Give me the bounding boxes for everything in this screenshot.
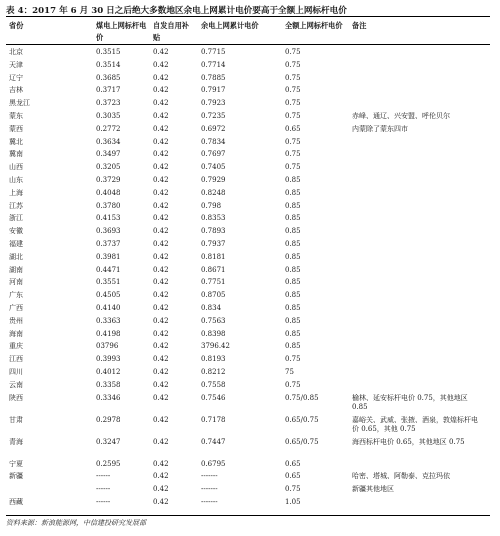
surplus-price-cell: 0.8248 (201, 188, 226, 197)
coal-price-cell: 0.3634 (96, 137, 121, 146)
coal-price-cell: 0.3497 (96, 150, 121, 159)
coal-price-cell: ------ (96, 485, 111, 494)
surplus-price-cell: 0.7235 (201, 112, 226, 120)
province-cell: 江西 (9, 355, 23, 364)
header-bottom-rule (6, 44, 490, 45)
full-price-cell: 0.85 (285, 214, 301, 223)
province-cell: 浙江 (9, 214, 23, 223)
surplus-price-cell: 0.7923 (201, 99, 226, 108)
province-cell: 宁夏 (9, 459, 23, 468)
subsidy-cell: 0.42 (153, 124, 169, 133)
remark-cell: 内蒙除了蒙东四市 (352, 124, 408, 133)
province-cell: 冀北 (9, 137, 23, 146)
surplus-price-cell: 0.8353 (201, 214, 226, 223)
province-cell: 广西 (9, 304, 23, 312)
header-coal-line1: 煤电上网标杆电 (96, 21, 147, 30)
coal-price-cell: 0.3515 (96, 48, 121, 56)
full-price-cell: 0.85 (285, 227, 301, 236)
surplus-price-cell: 3796.42 (201, 342, 230, 351)
table-bottom-rule (6, 515, 490, 516)
province-cell: 上海 (9, 188, 23, 197)
full-price-cell: 0.75/0.85 (285, 393, 319, 402)
surplus-price-cell: 0.7893 (201, 227, 226, 236)
province-cell: 福建 (9, 240, 23, 248)
province-cell: 重庆 (9, 342, 23, 351)
surplus-price-cell: ------- (201, 485, 218, 494)
coal-price-cell: 0.3346 (96, 393, 121, 402)
surplus-price-cell: 0.8671 (201, 265, 226, 274)
full-price-cell: 0.85 (285, 342, 301, 351)
subsidy-cell: 0.42 (153, 150, 169, 159)
coal-price-cell: 0.3737 (96, 240, 121, 248)
subsidy-cell: 0.42 (153, 86, 169, 95)
subsidy-cell: 0.42 (153, 265, 169, 274)
subsidy-cell: 0.42 (153, 368, 169, 376)
province-cell: 安徽 (9, 227, 23, 236)
remark-cell: 海西标杆电价 0.65，其他地区 0.75 (352, 437, 465, 446)
surplus-price-cell: 0.7405 (201, 163, 226, 172)
province-cell: 四川 (9, 368, 23, 376)
surplus-price-cell: 0.7751 (201, 278, 226, 287)
full-price-cell: 0.75 (285, 60, 301, 69)
surplus-price-cell: 0.7447 (201, 437, 226, 446)
coal-price-cell: 0.3514 (96, 60, 121, 69)
subsidy-cell: 0.42 (153, 73, 169, 82)
coal-price-cell: 0.4471 (96, 265, 121, 274)
full-price-cell: 0.85 (285, 252, 301, 261)
subsidy-cell: 0.42 (153, 188, 169, 197)
full-price-cell: 0.75 (285, 86, 301, 95)
coal-price-cell: 03796 (96, 342, 119, 351)
province-cell: 云南 (9, 380, 23, 389)
full-price-cell: 0.85 (285, 304, 301, 312)
full-price-cell: 0.75 (285, 99, 301, 108)
surplus-price-cell: 0.7937 (201, 240, 226, 248)
full-price-cell: 0.65/0.75 (285, 437, 319, 446)
header-remark: 备注 (352, 21, 367, 30)
subsidy-cell: 0.42 (153, 329, 169, 338)
subsidy-cell: 0.42 (153, 278, 169, 287)
surplus-price-cell: 0.8212 (201, 368, 226, 376)
subsidy-cell: 0.42 (153, 201, 169, 210)
header-self-line2: 贴 (153, 33, 161, 42)
table-top-rule (6, 16, 490, 17)
surplus-price-cell: 0.6972 (201, 124, 226, 133)
province-cell: 陕西 (9, 393, 23, 402)
header-province: 省份 (9, 21, 24, 30)
coal-price-cell: 0.3729 (96, 176, 121, 184)
coal-price-cell: 0.4048 (96, 188, 121, 197)
surplus-price-cell: 0.7929 (201, 176, 226, 184)
full-price-cell: 0.65 (285, 472, 301, 481)
full-price-cell: 1.05 (285, 498, 301, 506)
full-price-cell: 0.75 (285, 150, 301, 159)
surplus-price-cell: 0.7885 (201, 73, 226, 82)
province-cell: 天津 (9, 60, 23, 69)
subsidy-cell: 0.42 (153, 498, 169, 506)
province-cell: 蒙西 (9, 124, 23, 133)
header-self-use-subsidy (153, 20, 189, 44)
header-surplus-price: 余电上网累计电价 (201, 21, 259, 30)
remark-cell: 哈密、塔城、阿勒泰、克拉玛依 (352, 472, 450, 481)
full-price-cell: 0.85 (285, 201, 301, 210)
province-cell: 北京 (9, 48, 23, 56)
full-price-cell: 0.75 (285, 163, 301, 172)
surplus-price-cell: 0.7178 (201, 415, 226, 424)
subsidy-cell: 0.42 (153, 304, 169, 312)
header-coal-line2: 价 (96, 33, 104, 42)
subsidy-cell: 0.42 (153, 393, 169, 402)
full-price-cell: 0.85 (285, 240, 301, 248)
full-price-cell: 0.75 (285, 380, 301, 389)
coal-price-cell: 0.3723 (96, 99, 121, 108)
full-price-cell: 0.75 (285, 485, 301, 494)
full-price-cell: 0.85 (285, 176, 301, 184)
subsidy-cell: 0.42 (153, 380, 169, 389)
province-cell: 冀南 (9, 150, 23, 159)
full-price-cell: 0.85 (285, 278, 301, 287)
subsidy-cell: 0.42 (153, 472, 169, 481)
surplus-price-cell: 0.6795 (201, 459, 226, 468)
province-cell: 湖南 (9, 265, 23, 274)
subsidy-cell: 0.42 (153, 60, 169, 69)
province-cell: 江苏 (9, 201, 23, 210)
province-cell: 西藏 (9, 498, 23, 506)
coal-price-cell: 0.4140 (96, 304, 121, 312)
coal-price-cell: 0.4012 (96, 368, 121, 376)
coal-price-cell: 0.3780 (96, 201, 121, 210)
header-full-grid-price: 全额上网标杆电价 (285, 21, 343, 30)
full-price-cell: 0.85 (285, 265, 301, 274)
coal-price-cell: ------ (96, 498, 111, 506)
subsidy-cell: 0.42 (153, 214, 169, 223)
coal-price-cell: 0.3247 (96, 437, 121, 446)
full-price-cell: 0.65 (285, 124, 301, 133)
full-price-cell: 0.75 (285, 112, 301, 120)
full-price-cell: 0.85 (285, 188, 301, 197)
surplus-price-cell: 0.7563 (201, 316, 226, 325)
coal-price-cell: 0.3363 (96, 316, 121, 325)
remark-cell: 赤峰、通辽、兴安盟、呼伦贝尔 (352, 112, 450, 120)
coal-price-cell: 0.2595 (96, 459, 121, 468)
surplus-price-cell: 0.834 (201, 304, 222, 312)
subsidy-cell: 0.42 (153, 355, 169, 364)
remark-cell: 新疆其他地区 (352, 485, 394, 494)
surplus-price-cell: 0.7697 (201, 150, 226, 159)
province-cell: 广东 (9, 291, 23, 300)
subsidy-cell: 0.42 (153, 485, 169, 494)
subsidy-cell: 0.42 (153, 291, 169, 300)
full-price-cell: 75 (285, 368, 294, 376)
coal-price-cell: 0.3035 (96, 112, 121, 120)
province-cell: 青海 (9, 437, 23, 446)
subsidy-cell: 0.42 (153, 252, 169, 261)
full-price-cell: 0.75 (285, 355, 301, 364)
province-cell: 辽宁 (9, 73, 23, 82)
coal-price-cell: 0.3685 (96, 73, 121, 82)
subsidy-cell: 0.42 (153, 316, 169, 325)
surplus-price-cell: 0.7546 (201, 393, 226, 402)
coal-price-cell: 0.4198 (96, 329, 121, 338)
subsidy-cell: 0.42 (153, 459, 169, 468)
full-price-cell: 0.75 (285, 48, 301, 56)
subsidy-cell: 0.42 (153, 137, 169, 146)
surplus-price-cell: ------- (201, 498, 218, 506)
subsidy-cell: 0.42 (153, 112, 169, 120)
surplus-price-cell: 0.7714 (201, 60, 226, 69)
surplus-price-cell: 0.7558 (201, 380, 226, 389)
province-cell: 蒙东 (9, 112, 23, 120)
surplus-price-cell: 0.8181 (201, 252, 226, 261)
province-cell: 湖北 (9, 252, 23, 261)
province-cell: 河南 (9, 278, 23, 287)
surplus-price-cell: 0.8398 (201, 329, 226, 338)
subsidy-cell: 0.42 (153, 240, 169, 248)
coal-price-cell: 0.3693 (96, 227, 121, 236)
coal-price-cell: 0.3981 (96, 252, 121, 261)
subsidy-cell: 0.42 (153, 342, 169, 351)
subsidy-cell: 0.42 (153, 227, 169, 236)
subsidy-cell: 0.42 (153, 176, 169, 184)
full-price-cell: 0.65/0.75 (285, 415, 319, 424)
coal-price-cell: 0.3358 (96, 380, 121, 389)
coal-price-cell: 0.4505 (96, 291, 121, 300)
surplus-price-cell: 0.8705 (201, 291, 226, 300)
province-cell: 山东 (9, 176, 23, 184)
province-cell: 新疆 (9, 472, 23, 481)
full-price-cell: 0.85 (285, 291, 301, 300)
coal-price-cell: 0.2772 (96, 124, 121, 133)
full-price-cell: 0.85 (285, 316, 301, 325)
full-price-cell: 0.65 (285, 459, 301, 468)
remark-cell: 榆林、延安标杆电价 0.75，其他地区 0.85 (352, 393, 468, 411)
full-price-cell: 0.75 (285, 73, 301, 82)
coal-price-cell: 0.3205 (96, 163, 121, 172)
surplus-price-cell: 0.7834 (201, 137, 226, 146)
subsidy-cell: 0.42 (153, 163, 169, 172)
source-note: 资料来源：新浪能源网，中信建投研究发展部 (6, 519, 146, 527)
surplus-price-cell: 0.798 (201, 201, 222, 210)
table-title: 表 4：2017 年 6 月 30 日之后绝大多数地区余电上网累计电价要高于全额上网标杆电价 (6, 6, 347, 16)
coal-price-cell: ------ (96, 472, 111, 481)
surplus-price-cell: 0.7917 (201, 86, 226, 95)
coal-price-cell: 0.3717 (96, 86, 121, 95)
header-coal-price (96, 20, 146, 44)
subsidy-cell: 0.42 (153, 415, 169, 424)
coal-price-cell: 0.2978 (96, 415, 121, 424)
province-cell: 山西 (9, 163, 23, 172)
province-cell: 贵州 (9, 316, 23, 325)
subsidy-cell: 0.42 (153, 99, 169, 108)
province-cell: 海南 (9, 329, 23, 338)
province-cell: 吉林 (9, 86, 23, 95)
coal-price-cell: 0.4153 (96, 214, 121, 223)
coal-price-cell: 0.3551 (96, 278, 121, 287)
province-cell: 黑龙江 (9, 99, 30, 108)
subsidy-cell: 0.42 (153, 48, 169, 56)
subsidy-cell: 0.42 (153, 437, 169, 446)
surplus-price-cell: 0.7715 (201, 48, 226, 56)
coal-price-cell: 0.3993 (96, 355, 121, 364)
province-cell: 甘肃 (9, 415, 23, 424)
surplus-price-cell: 0.8193 (201, 355, 226, 364)
full-price-cell: 0.75 (285, 137, 301, 146)
header-self-line1: 自发自用补 (153, 21, 189, 30)
full-price-cell: 0.85 (285, 329, 301, 338)
remark-cell: 嘉峪关、武威、张掖、酒泉，敦煌标杆电价 0.65，其他 0.75 (352, 415, 478, 433)
surplus-price-cell: ------- (201, 472, 218, 481)
